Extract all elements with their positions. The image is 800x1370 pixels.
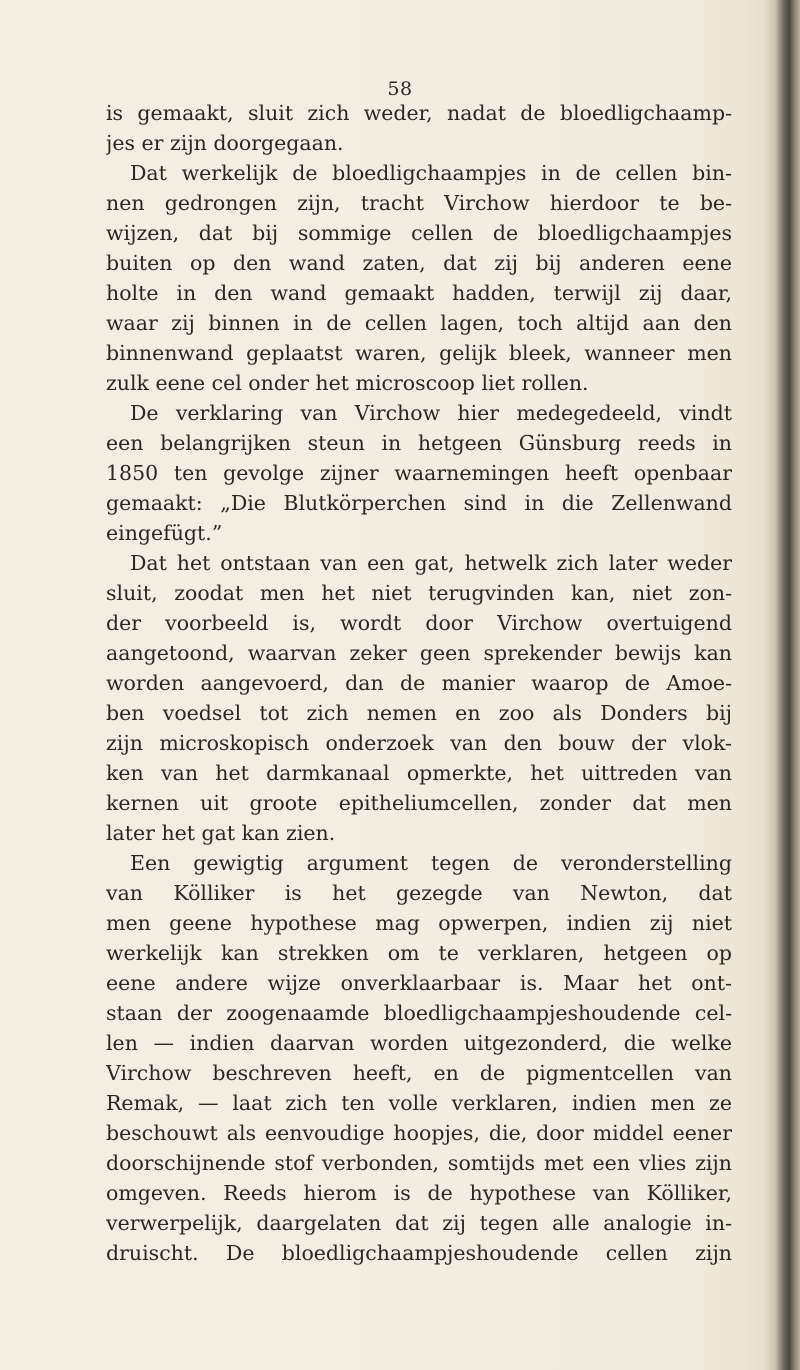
body-text: [106, 98, 732, 1268]
page-edge-shadow: [764, 0, 800, 1370]
text-line: gemaakt: „Die Blutkörperchen sind in die Zellenwand: [106, 491, 732, 515]
text-line: len — indien daarvan worden uitgezonderd, die welke: [106, 1031, 732, 1055]
text-line: jes er zijn doorgegaan.: [106, 131, 344, 155]
text-line: verwerpelijk, daargelaten dat zij tegen alle analogie in-: [106, 1211, 732, 1235]
text-line: wijzen, dat bij sommige cellen de bloedligchaampjes: [106, 221, 732, 245]
text-line: eingefügt.”: [106, 521, 223, 545]
text-line: aangetoond, waarvan zeker geen sprekender bewijs kan: [106, 641, 732, 665]
text-line: Een gewigtig argument tegen de veronderstelling: [130, 851, 732, 875]
text-line: staan der zoogenaamde bloedligchaampjeshoudende cel-: [106, 1001, 732, 1025]
text-line: Remak, — laat zich ten volle verklaren, indien men ze: [106, 1091, 732, 1115]
text-line: sluit, zoodat men het niet terugvinden kan, niet zon-: [106, 581, 732, 605]
text-line: zulk eene cel onder het microscoop liet rollen.: [106, 371, 589, 395]
text-line: der voorbeeld is, wordt door Virchow overtuigend: [106, 611, 732, 635]
text-line: Dat werkelijk de bloedligchaampjes in de cellen bin-: [130, 161, 732, 185]
text-line: nen gedrongen zijn, tracht Virchow hierdoor te be-: [106, 191, 732, 215]
text-line: Virchow beschreven heeft, en de pigmentcellen van: [106, 1061, 732, 1085]
text-line: ken van het darmkanaal opmerkte, het uittreden van: [106, 761, 732, 785]
text-line: waar zij binnen in de cellen lagen, toch altijd aan den: [106, 311, 732, 335]
text-line: doorschijnende stof verbonden, somtijds met een vlies zijn: [106, 1151, 732, 1175]
text-line: binnenwand geplaatst waren, gelijk bleek, wanneer men: [106, 341, 732, 365]
page-number: 58: [387, 78, 413, 100]
text-line: men geene hypothese mag opwerpen, indien zij niet: [106, 911, 732, 935]
text-line: buiten op den wand zaten, dat zij bij anderen eene: [106, 251, 732, 275]
text-line: druischt. De bloedligchaampjeshoudende cellen zijn: [106, 1241, 732, 1265]
text-line: beschouwt als eenvoudige hoopjes, die, door middel eener: [106, 1121, 732, 1145]
text-line: Dat het ontstaan van een gat, hetwelk zich later weder: [130, 551, 732, 575]
text-line: werkelijk kan strekken om te verklaren, hetgeen op: [106, 941, 732, 965]
text-line: worden aangevoerd, dan de manier waarop de Amoe-: [106, 671, 732, 695]
text-line: ben voedsel tot zich nemen en zoo als Donders bij: [106, 701, 732, 725]
text-line: zijn microskopisch onderzoek van den bouw der vlok-: [106, 731, 732, 755]
text-line: kernen uit groote epitheliumcellen, zonder dat men: [106, 791, 732, 815]
text-line: omgeven. Reeds hierom is de hypothese van Kölliker,: [106, 1181, 732, 1205]
text-line: holte in den wand gemaakt hadden, terwijl zij daar,: [106, 281, 732, 305]
text-line: eene andere wijze onverklaarbaar is. Maar het ont-: [106, 971, 732, 995]
text-line: 1850 ten gevolge zijner waarnemingen heeft openbaar: [106, 461, 732, 485]
text-line: van Kölliker is het gezegde van Newton, dat: [106, 881, 732, 905]
text-line: De verklaring van Virchow hier medegedeeld, vindt: [130, 401, 732, 425]
text-line: later het gat kan zien.: [106, 821, 336, 845]
text-line: is gemaakt, sluit zich weder, nadat de bloedligchaamp-: [106, 101, 732, 125]
text-line: een belangrijken steun in hetgeen Günsburg reeds in: [106, 431, 732, 455]
